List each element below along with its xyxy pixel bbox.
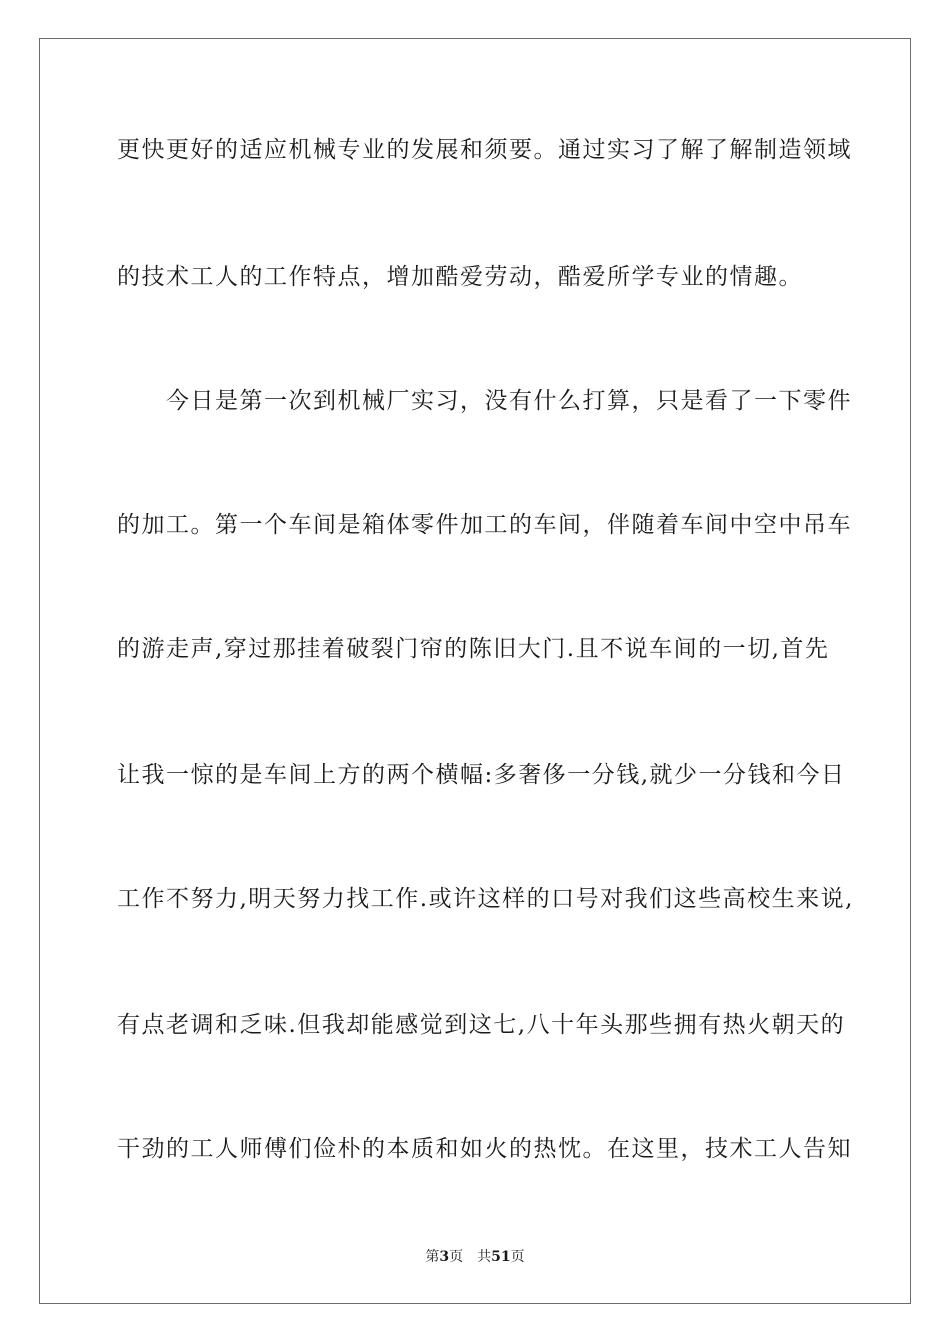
page-prefix: 第 [425, 1249, 440, 1265]
total-pages: 51 [491, 1249, 511, 1265]
paragraph-line-3: 今日是第一次到机械厂实习，没有什么打算，只是看了一下零件 [117, 388, 852, 414]
page-suffix: 页 [449, 1249, 464, 1265]
page-indicator [425, 1249, 463, 1265]
paragraph-line-9: 干劲的工人师傅们俭朴的本质和如火的热忱。在这里，技术工人告知 [117, 1136, 852, 1162]
page-border [39, 38, 911, 1304]
total-prefix: 共 [477, 1249, 492, 1265]
page-footer [0, 1248, 950, 1266]
total-indicator [477, 1249, 524, 1265]
paragraph-line-6: 让我一惊的是车间上方的两个横幅:多奢侈一分钱,就少一分钱和今日 [117, 762, 846, 788]
paragraph-line-8: 有点老调和乏味.但我却能感觉到这七,八十年头那些拥有热火朝天的 [117, 1012, 846, 1038]
paragraph-line-5: 的游走声,穿过那挂着破裂门帘的陈旧大门.且不说车间的一切,首先 [117, 636, 830, 662]
paragraph-line-4: 的加工。第一个车间是箱体零件加工的车间，伴随着车间中空中吊车 [117, 512, 852, 538]
paragraph-line-7: 工作不努力,明天努力找工作.或许这样的口号对我们这些高校生来说, [117, 886, 854, 912]
total-suffix: 页 [510, 1249, 525, 1265]
page-number: 3 [439, 1249, 450, 1265]
paragraph-line-1: 更快更好的适应机械专业的发展和须要。通过实习了解了解制造领域 [117, 137, 852, 163]
paragraph-line-2: 的技术工人的工作特点，增加酷爱劳动，酷爱所学专业的情趣。 [117, 264, 803, 290]
